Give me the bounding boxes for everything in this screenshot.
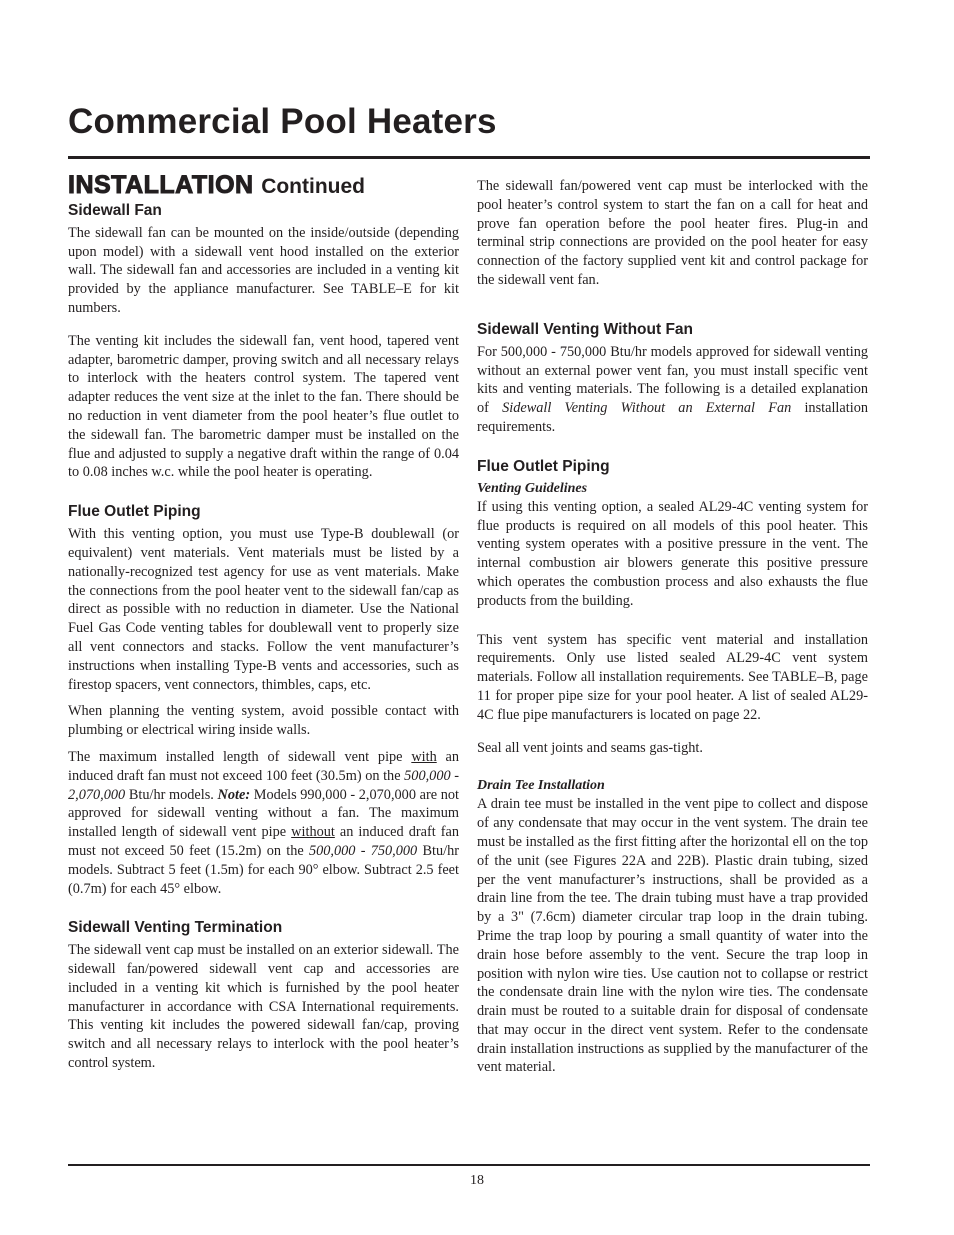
text-run: an induced draft fan must not exceed 50 feet (15.2m) on the bbox=[68, 824, 459, 859]
interlock-paragraph: The sidewall fan/powered vent cap must be interlocked with the pool heater’s control system to start the fan on a call for heat and prove fan operation before the pool heater fires. Plug-in and terminal strip connections are provided on the pool heater for easy connection of the factory supplied vent kit and control package for the sidewall vent fan. bbox=[477, 178, 868, 288]
text-run: installation requirements. bbox=[477, 400, 868, 435]
model-range: 500,000 - 750,000 bbox=[308, 842, 418, 859]
drain-tee-subheading: Drain Tee Installation bbox=[477, 778, 605, 794]
text-run: For 500,000 - 750,000 Btu/hr models approved for sidewall venting without an external power vent fan, you must install specific vent kits and venting materials. The following is a detailed explanation of bbox=[477, 343, 868, 417]
sidewall-fan-paragraph-2: The venting kit includes the sidewall fan, vent hood, tapered vent adapter, barometric damper, proving switch and all necessary relays to interlock with the heaters control system. The tapered vent adapter reduces the vent size at the inlet to the fan. There should be no reduction in vent diameter from the pool heater’s flue outlet to the sidewall fan. The barometric damper must be installed on the flue and adjusted to supply a negative draft within the range of 0.04 to 0.08 inches w.c. while the pool heater is operating. bbox=[68, 332, 459, 481]
sidewall-venting-termination-heading: Sidewall Venting Termination bbox=[68, 919, 283, 937]
page-number: 18 bbox=[470, 1173, 484, 1188]
without-fan-paragraph bbox=[477, 343, 868, 437]
model-range: 500,000 - 2,070,000 bbox=[68, 767, 459, 803]
emphasis-with: with bbox=[411, 748, 437, 765]
drain-tee-paragraph: A drain tee must be installed in the vent pipe to collect and dispose of any condensate that may occur in the vent system. The drain tee must be installed as the first fitting after the horizontal ell on the top of the unit (see Figures 22A and 22B). Plastic drain tubing, sized per the vent manufacturer’s instructions, shall be provided as a drain line from the tee. The drain tubing must have a trap provided by a 3" (7.6cm) diameter circular trap loop in the drain tubing. Prime the trap loop by pouring a small quantity of water into the drain hose before assembly to the vent. Secure the trap loop in position with nylon wire ties. Use caution not to collapse or restrict the condensate drain line with the nylon wire ties. The condensate drain must be routed to a suitable drain for disposal of condensate that may occur in the direct vent system. Refer to the condensate drain installation instructions as supplied by the manufacturer of the vent material. bbox=[477, 796, 868, 1076]
section-continued-label: Continued bbox=[261, 175, 365, 198]
venting-guidelines-subheading: Venting Guidelines bbox=[477, 480, 588, 496]
section-title: INSTALLATION bbox=[68, 171, 254, 199]
seal-joints-paragraph: Seal all vent joints and seams gas-tight. bbox=[477, 739, 703, 756]
flue-outlet-paragraph-2: When planning the venting system, avoid possible contact with plumbing or electrical wiring inside walls. bbox=[68, 703, 459, 739]
flue-outlet-piping-heading: Flue Outlet Piping bbox=[68, 503, 201, 521]
section-header bbox=[68, 171, 459, 199]
text-run: Models 990,000 - 2,070,000 are not approved for sidewall venting without a fan. The maximum installed length of sidewall vent pipe bbox=[68, 786, 459, 841]
sidewall-fan-paragraph-1: The sidewall fan can be mounted on the inside/outside (depending upon model) with a sidewall vent hood installed on the exterior wall. The sidewall fan and accessories are included in a venting kit provided by the appliance manufacturer. See TABLE–E for kit numbers. bbox=[68, 224, 459, 316]
flue-outlet-piping-heading-right: Flue Outlet Piping bbox=[477, 457, 610, 475]
top-divider bbox=[68, 156, 870, 159]
emphasis-title: Sidewall Venting Without an External Fan bbox=[502, 400, 792, 417]
venting-guidelines-paragraph-2: This vent system has specific vent material and installation requirements. Only use listed sealed AL29-4C vent system materials. Follow all installation requirements. See TABLE–B, page 11 for proper pipe size for your pool heater. A list of sealed AL29-4C flue pipe manufacturers is located on page 22. bbox=[477, 631, 868, 723]
page-title: Commercial Pool Heaters bbox=[68, 102, 497, 141]
note-label: Note: bbox=[217, 786, 251, 803]
left-column bbox=[68, 171, 460, 1073]
venting-guidelines-paragraph-1: If using this venting option, a sealed AL29-4C venting system for flue products is required on all models of this pool heater. This venting system operates with a positive pressure in the vent. The internal combustion air blowers generate this positive pressure which operates the combustion process and also exhausts the flue products from the building. bbox=[477, 498, 868, 609]
text-run: Btu/hr models. Subtract 5 feet (1.5m) for each 90° elbow. Subtract 2.5 feet (0.7m) for each 45° elbow. bbox=[68, 842, 460, 897]
termination-paragraph-1: The sidewall vent cap must be installed on an exterior sidewall. The sidewall fan/powered sidewall vent cap and accessories are included in a venting kit which is furnished by the pool heater manufacturer in accordance with CSA International requirements. This venting kit includes the powered sidewall fan/cap, proving switch and all necessary relays to interlock with the pool heater’s control system. bbox=[68, 942, 459, 1072]
text-run: The maximum installed length of sidewall vent pipe bbox=[68, 748, 412, 765]
text-run: an induced draft fan must not exceed 100 feet (30.5m) on the bbox=[68, 748, 459, 784]
emphasis-without: without bbox=[291, 824, 335, 841]
right-column bbox=[477, 177, 868, 1077]
flue-outlet-paragraph-3 bbox=[68, 748, 459, 898]
sidewall-venting-without-fan-heading: Sidewall Venting Without Fan bbox=[477, 320, 694, 338]
bottom-divider bbox=[68, 1164, 870, 1166]
sidewall-fan-heading: Sidewall Fan bbox=[68, 201, 162, 219]
text-run: Btu/hr models. bbox=[125, 786, 218, 803]
flue-outlet-paragraph-1: With this venting option, you must use Type-B doublewall (or equivalent) vent materials. Vent materials must be listed by a nationally-recognized test agency for use as vent materials. Make the connections from the pool heater vent to the sidewall fan/cap as direct as possible with no reduction in diameter. Use the National Fuel Gas Code venting tables for doublewall vent to properly size all vent connectors and stacks. Follow the vent manufacturer’s instructions when installing Type-B vents and accessories, such as firestop spacers, vent connectors, thimbles, caps, etc. bbox=[68, 526, 459, 693]
